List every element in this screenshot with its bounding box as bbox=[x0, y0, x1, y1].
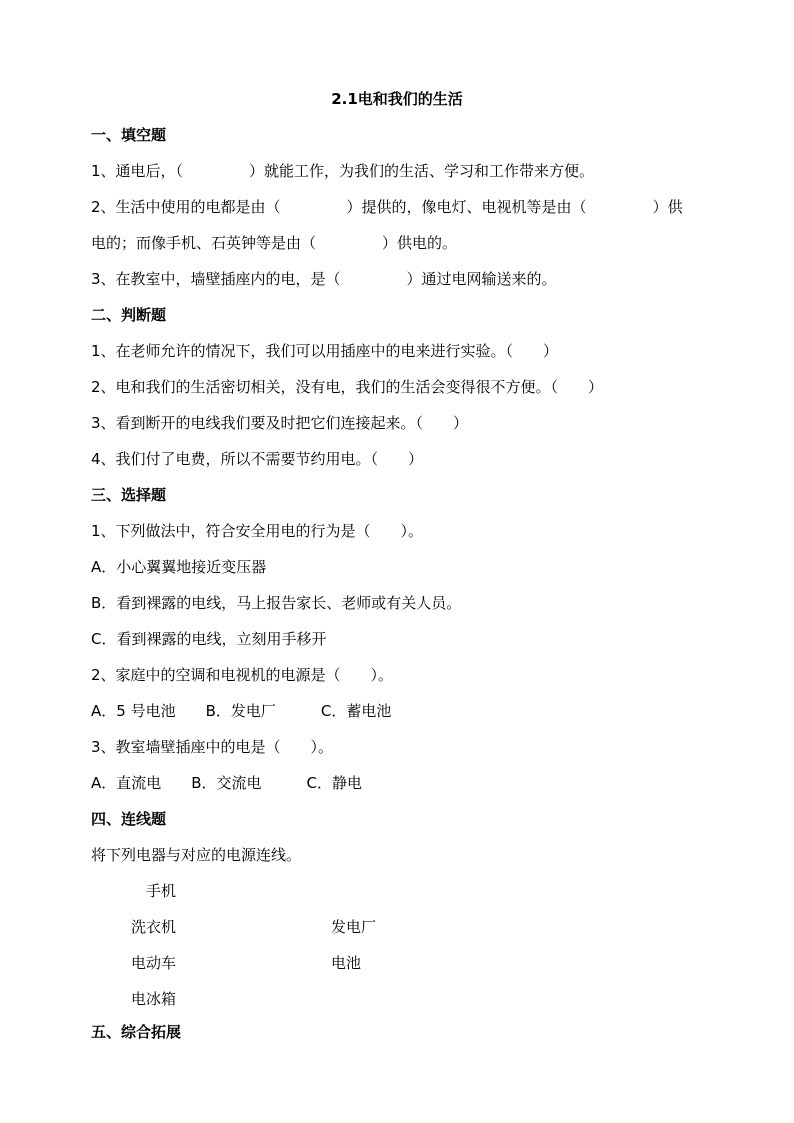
q3-text-post: ）通过电网输送来的。 bbox=[406, 270, 557, 288]
choice-option-1c: C．看到裸露的电线，立刻用手移开 bbox=[91, 630, 327, 648]
q2-text-a: 2、生活中使用的电都是由（ bbox=[91, 198, 281, 216]
choice-options-2: A．5 号电池 B．发电厂 C．蓄电池 bbox=[91, 702, 392, 720]
match-right-item-battery: 电池 bbox=[331, 954, 362, 972]
true-false-question-4: 4、我们付了电费，所以不需要节约用电。（ ） bbox=[91, 450, 424, 468]
section-heading-fill-blank: 一、填空题 bbox=[91, 126, 167, 144]
choice-options-3: A．直流电 B．交流电 C．静电 bbox=[91, 774, 363, 792]
section-heading-true-false: 二、判断题 bbox=[91, 306, 167, 324]
choice-option-1a: A．小心翼翼地接近变压器 bbox=[91, 558, 267, 576]
q3-text-pre: 3、在教室中，墙壁插座内的电，是（ bbox=[91, 270, 341, 288]
fill-blank-question-3 bbox=[91, 269, 557, 289]
page-title: 2.1电和我们的生活 bbox=[331, 90, 463, 108]
fill-blank-question-2-line-2 bbox=[91, 233, 457, 253]
q2-text-e: ）供电的。 bbox=[382, 234, 458, 252]
q1-text-pre: 1、通电后，（ bbox=[91, 162, 184, 180]
section-heading-extension: 五、综合拓展 bbox=[91, 1023, 182, 1041]
choice-question-2: 2、家庭中的空调和电视机的电源是（ ）。 bbox=[91, 666, 394, 684]
match-left-item-refrigerator: 电冰箱 bbox=[131, 990, 177, 1008]
q1-text-post: ）就能工作，为我们的生活、学习和工作带来方便。 bbox=[249, 162, 595, 180]
fill-blank-question-1 bbox=[91, 161, 594, 181]
choice-question-3: 3、教室墙壁插座中的电是（ ）。 bbox=[91, 738, 334, 756]
true-false-question-3: 3、看到断开的电线我们要及时把它们连接起来。（ ） bbox=[91, 414, 469, 432]
choice-option-1b: B．看到裸露的电线，马上报告家长、老师或有关人员。 bbox=[91, 594, 462, 612]
q2-text-c: ）供 bbox=[652, 198, 683, 216]
q2-text-b: ）提供的，像电灯、电视机等是由（ bbox=[346, 198, 587, 216]
true-false-question-2: 2、电和我们的生活密切相关，没有电，我们的生活会变得很不方便。（ ） bbox=[91, 378, 604, 396]
matching-instruction: 将下列电器与对应的电源连线。 bbox=[91, 846, 302, 864]
match-left-item-washing-machine: 洗衣机 bbox=[131, 918, 177, 936]
match-right-item-power-plant: 发电厂 bbox=[331, 918, 377, 936]
match-left-item-phone: 手机 bbox=[146, 882, 177, 900]
true-false-question-1: 1、在老师允许的情况下，我们可以用插座中的电来进行实验。（ ） bbox=[91, 342, 559, 360]
fill-blank-question-2-line-1 bbox=[91, 197, 683, 217]
match-left-item-electric-bike: 电动车 bbox=[131, 954, 177, 972]
section-heading-matching: 四、连线题 bbox=[91, 810, 167, 828]
choice-question-1: 1、下列做法中，符合安全用电的行为是（ ）。 bbox=[91, 522, 424, 540]
section-heading-multiple-choice: 三、选择题 bbox=[91, 486, 167, 504]
q2-text-d: 电的；而像手机、石英钟等是由（ bbox=[91, 234, 317, 252]
